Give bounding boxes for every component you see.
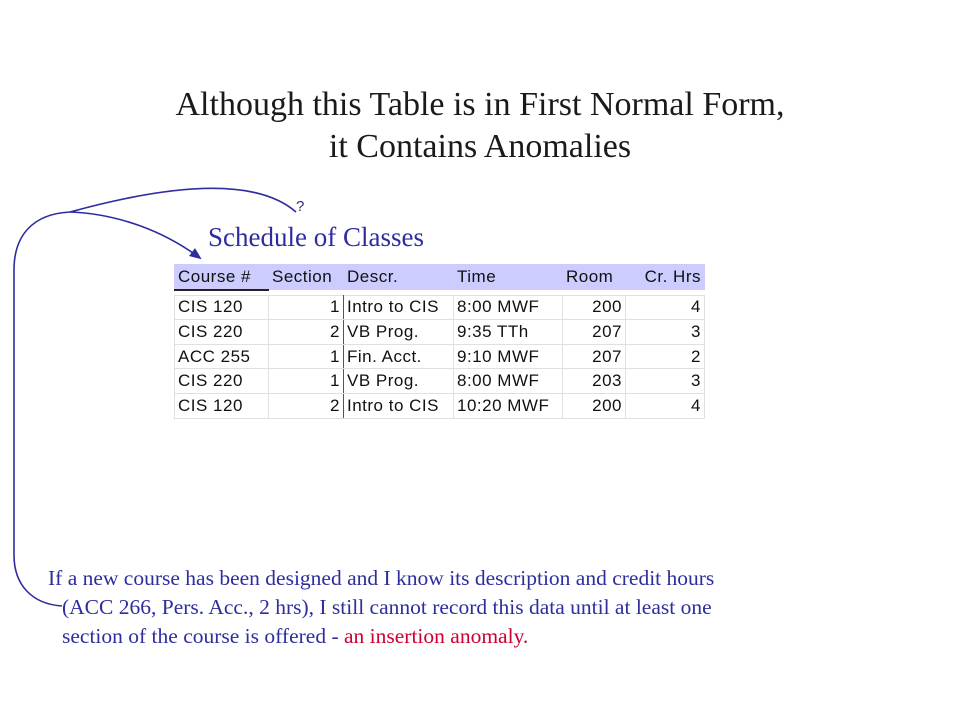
header-section: Section xyxy=(269,265,344,290)
table-row xyxy=(175,344,705,369)
title-line-2: it Contains Anomalies xyxy=(328,128,632,165)
table-header-row xyxy=(175,265,705,290)
header-course: Course # xyxy=(175,265,269,290)
header-descr: Descr. xyxy=(344,265,454,290)
cell-time: 9:10 MWF xyxy=(454,344,563,369)
cell-descr: Fin. Acct. xyxy=(344,344,454,369)
cell-descr: VB Prog. xyxy=(344,320,454,345)
bracket-line xyxy=(14,212,70,606)
cell-course: CIS 120 xyxy=(175,295,269,320)
title-line-1: Although this Table is in First Normal Form, xyxy=(175,86,785,123)
cell-time: 9:35 TTh xyxy=(454,320,563,345)
cell-room: 207 xyxy=(563,344,626,369)
cell-room: 200 xyxy=(563,393,626,418)
cell-credit-hours: 4 xyxy=(626,393,705,418)
table-row xyxy=(175,320,705,345)
cell-descr: VB Prog. xyxy=(344,369,454,394)
table-row xyxy=(175,393,705,418)
cell-course: CIS 120 xyxy=(175,393,269,418)
schedule-table xyxy=(174,264,705,419)
table-row xyxy=(175,295,705,320)
cell-credit-hours: 3 xyxy=(626,369,705,394)
cell-room: 207 xyxy=(563,320,626,345)
table-row xyxy=(175,369,705,394)
cell-section: 1 xyxy=(269,369,344,394)
table-title: Schedule of Classes xyxy=(208,222,424,252)
note-line-3 xyxy=(48,622,948,651)
question-mark: ? xyxy=(296,198,305,215)
cell-course: CIS 220 xyxy=(175,320,269,345)
cell-course: ACC 255 xyxy=(175,344,269,369)
cell-time: 8:00 MWF xyxy=(454,369,563,394)
header-credit-hours: Cr. Hrs xyxy=(626,265,705,290)
cell-descr: Intro to CIS xyxy=(344,393,454,418)
cell-credit-hours: 4 xyxy=(626,295,705,320)
note-line-3-text: section of the course is offered - xyxy=(62,624,344,648)
cell-room: 200 xyxy=(563,295,626,320)
curve-to-question xyxy=(70,188,296,212)
cell-time: 10:20 MWF xyxy=(454,393,563,418)
arrow-to-table xyxy=(70,212,200,258)
insertion-anomaly-highlight: an insertion anomaly. xyxy=(344,624,529,648)
cell-credit-hours: 3 xyxy=(626,320,705,345)
cell-section: 2 xyxy=(269,393,344,418)
anomaly-note xyxy=(48,564,948,651)
cell-descr: Intro to CIS xyxy=(344,295,454,320)
cell-section: 2 xyxy=(269,320,344,345)
cell-section: 1 xyxy=(269,344,344,369)
cell-credit-hours: 2 xyxy=(626,344,705,369)
cell-section: 1 xyxy=(269,295,344,320)
cell-room: 203 xyxy=(563,369,626,394)
note-line-1: If a new course has been designed and I know its description and credit hours xyxy=(48,566,715,590)
cell-course: CIS 220 xyxy=(175,369,269,394)
header-time: Time xyxy=(454,265,563,290)
cell-time: 8:00 MWF xyxy=(454,295,563,320)
header-room: Room xyxy=(563,265,626,290)
note-line-2: (ACC 266, Pers. Acc., 2 hrs), I still cannot record this data until at least one xyxy=(62,595,712,619)
